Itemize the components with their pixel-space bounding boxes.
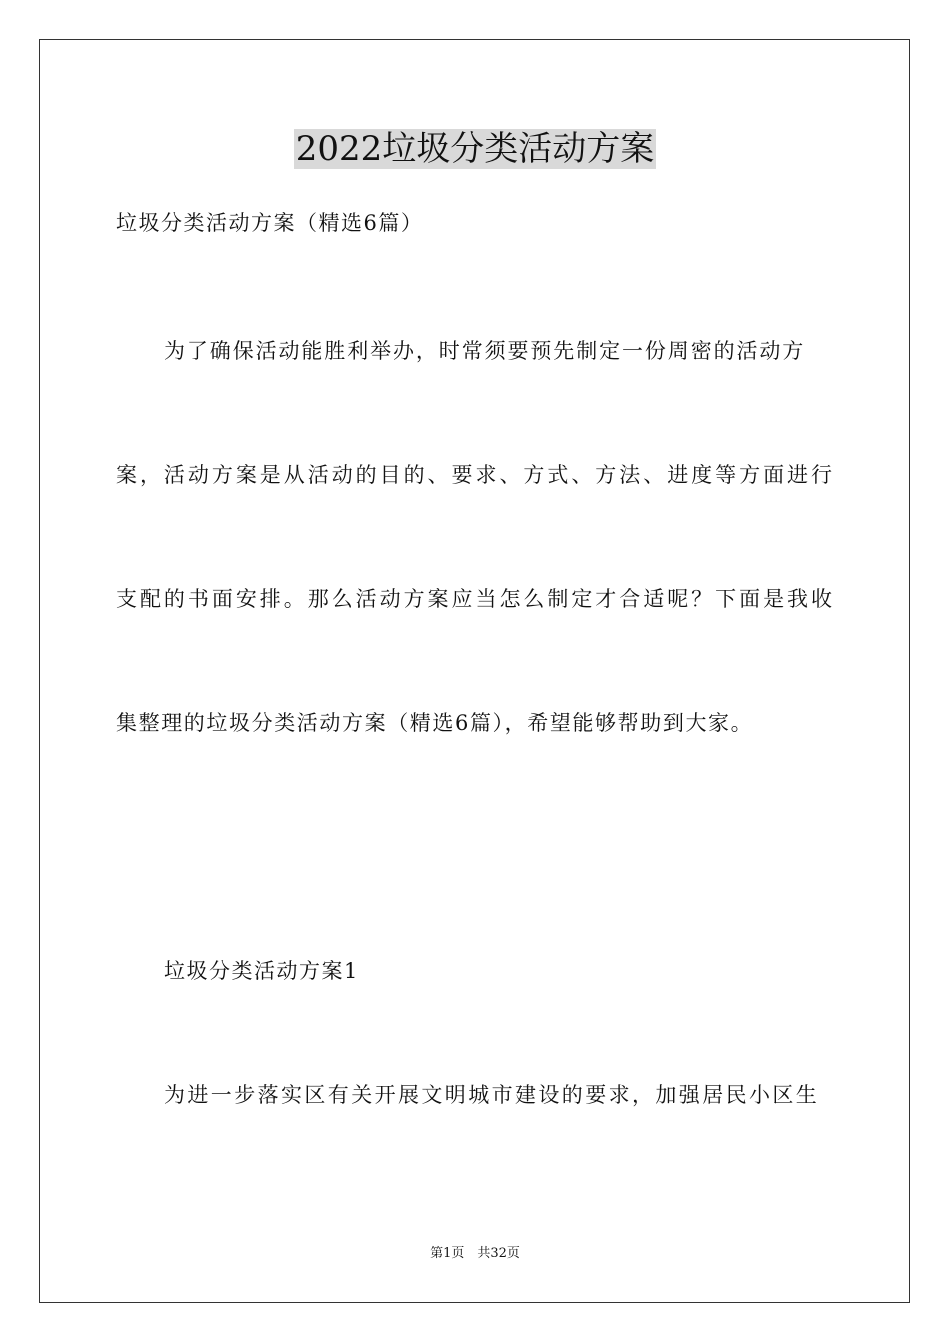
page-footer: 第1页 共32页: [430, 1246, 520, 1261]
section-paragraph-line-1: 为进一步落实区有关开展文明城市建设的要求，加强居民小区生: [164, 1083, 820, 1107]
section-heading: 垃圾分类活动方案1: [164, 959, 359, 983]
intro-line-4: 集整理的垃圾分类活动方案（精选6篇），希望能够帮助到大家。: [116, 711, 754, 735]
intro-line-1: 为了确保活动能胜利举办，时常须要预先制定一份周密的活动方: [164, 339, 806, 363]
document-title: [0, 125, 950, 173]
document-title-text: 2022垃圾分类活动方案: [295, 129, 655, 169]
intro-line-2: 案，活动方案是从活动的目的、要求、方式、方法、进度等方面进行: [116, 463, 832, 487]
document-subtitle: 垃圾分类活动方案（精选6篇）: [116, 211, 424, 235]
intro-line-3: 支配的书面安排。那么活动方案应当怎么制定才合适呢？下面是我收: [116, 587, 832, 611]
